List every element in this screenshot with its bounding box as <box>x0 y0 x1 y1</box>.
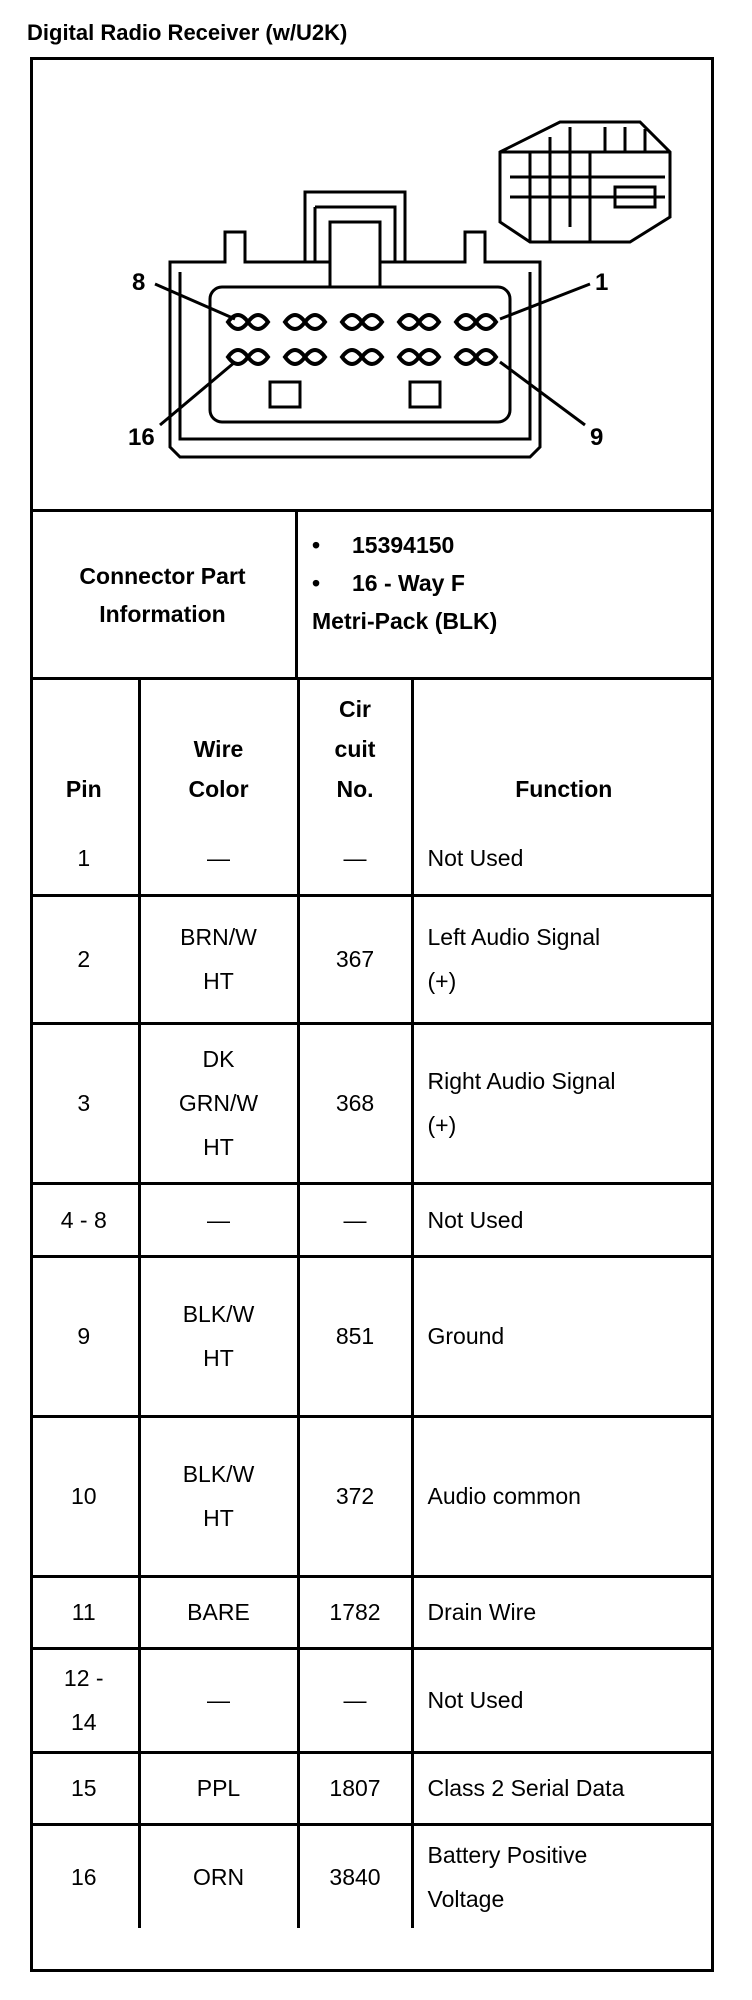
wire-color-cell: — <box>139 1183 298 1256</box>
pin-label-16: 16 <box>128 424 155 451</box>
way-line <box>312 570 465 597</box>
function-cell: Ground <box>412 1256 714 1416</box>
header-circuit-no: Cir cuit No. <box>298 680 412 823</box>
wire-color-cell: — <box>139 1648 298 1752</box>
function-cell: Right Audio Signal (+) <box>412 1023 714 1183</box>
wire-color-cell: — <box>139 823 298 895</box>
function-cell: Not Used <box>412 1183 714 1256</box>
wire-color-cell: ORN <box>139 1824 298 1928</box>
wire-color-cell: PPL <box>139 1752 298 1824</box>
function-cell: Battery Positive Voltage <box>412 1824 714 1928</box>
table-header-row <box>30 680 714 823</box>
header-wire-color: Wire Color <box>139 680 298 823</box>
function-cell: Not Used <box>412 823 714 895</box>
function-cell: Class 2 Serial Data <box>412 1752 714 1824</box>
wire-color-cell: BLK/W HT <box>139 1416 298 1576</box>
info-label-line2: Information <box>99 600 226 627</box>
circuit-cell: — <box>298 823 412 895</box>
pin-label-1: 1 <box>595 269 609 296</box>
bullet: • <box>312 570 321 596</box>
function-cell: Audio common <box>412 1416 714 1576</box>
table-row <box>30 1183 714 1256</box>
table-row <box>30 823 714 895</box>
connector-face-illustration <box>30 57 714 509</box>
connector-way: 16 - Way F <box>352 570 465 596</box>
part-number-line <box>312 532 454 559</box>
table-row <box>30 1824 714 1928</box>
pin-cell: 1 <box>30 823 139 895</box>
table-row <box>30 1023 714 1183</box>
wire-color-cell: BLK/W HT <box>139 1256 298 1416</box>
header-function: Function <box>412 680 714 823</box>
pin-cell: 3 <box>30 1023 139 1183</box>
connector-type: Metri-Pack (BLK) <box>312 608 498 634</box>
wire-color-cell: BRN/W HT <box>139 895 298 1023</box>
connector-part-info-values <box>298 512 711 677</box>
table-row <box>30 1648 714 1752</box>
table-row <box>30 1576 714 1648</box>
pin-cell: 10 <box>30 1416 139 1576</box>
circuit-cell: 851 <box>298 1256 412 1416</box>
circuit-cell: — <box>298 1183 412 1256</box>
pin-cell: 12 - 14 <box>30 1648 139 1752</box>
wire-color-cell: BARE <box>139 1576 298 1648</box>
pin-cell: 11 <box>30 1576 139 1648</box>
pin-cell: 9 <box>30 1256 139 1416</box>
pin-cell: 15 <box>30 1752 139 1824</box>
circuit-cell: 1782 <box>298 1576 412 1648</box>
pin-table <box>30 680 714 1928</box>
pin-label-8: 8 <box>132 269 146 296</box>
part-number: 15394150 <box>352 532 455 558</box>
page-title: Digital Radio Receiver (w/U2K) <box>27 20 348 45</box>
table-row <box>30 895 714 1023</box>
function-cell: Not Used <box>412 1648 714 1752</box>
circuit-cell: 367 <box>298 895 412 1023</box>
circuit-cell: 372 <box>298 1416 412 1576</box>
circuit-cell: — <box>298 1648 412 1752</box>
table-row <box>30 1752 714 1824</box>
pin-cell: 4 - 8 <box>30 1183 139 1256</box>
header-pin: Pin <box>30 680 139 823</box>
pin-cell: 16 <box>30 1824 139 1928</box>
circuit-cell: 368 <box>298 1023 412 1183</box>
circuit-cell: 3840 <box>298 1824 412 1928</box>
table-row <box>30 1416 714 1576</box>
pin-label-9: 9 <box>590 424 604 451</box>
connector-part-info-label <box>30 512 298 677</box>
table-row <box>30 1256 714 1416</box>
connector-diagram <box>30 57 714 512</box>
connector-isometric-icon <box>500 122 670 242</box>
connector-face <box>155 192 590 457</box>
function-cell: Left Audio Signal (+) <box>412 895 714 1023</box>
circuit-cell: 1807 <box>298 1752 412 1824</box>
pin-rows <box>30 823 714 1928</box>
connector-part-info <box>30 512 714 680</box>
pin-cell: 2 <box>30 895 139 1023</box>
wire-color-cell: DK GRN/W HT <box>139 1023 298 1183</box>
info-label-line1: Connector Part <box>79 562 246 589</box>
bullet: • <box>312 532 321 558</box>
function-cell: Drain Wire <box>412 1576 714 1648</box>
